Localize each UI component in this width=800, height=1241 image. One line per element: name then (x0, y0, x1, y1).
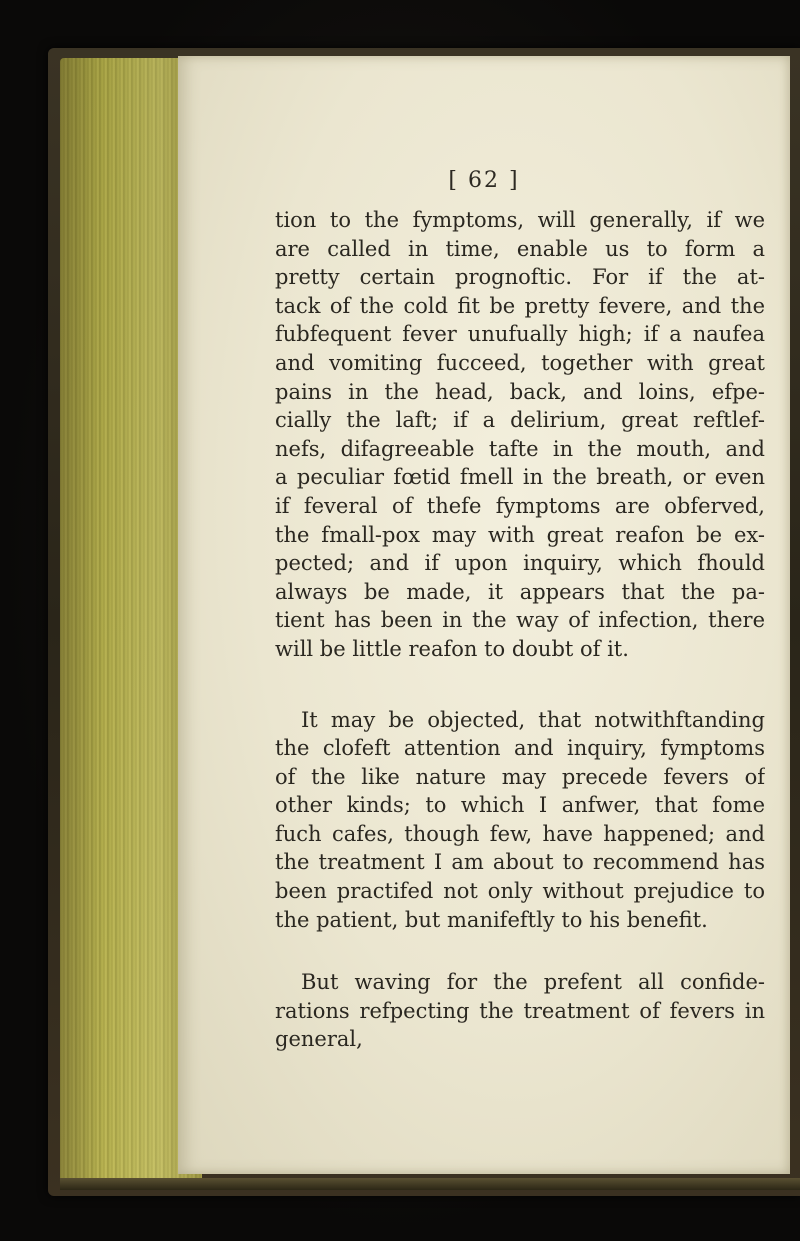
page-number: [ 62 ] (448, 168, 520, 193)
catchword: general, (275, 1027, 363, 1052)
text-line: pretty certain prognoftic. For if the at- (275, 265, 765, 290)
text-line: It may be objected, that notwithftanding (301, 707, 765, 732)
text-line: are called in time, enable us to form a (275, 236, 765, 261)
text-line: cially the laft; if a delirium, great reftlef- (275, 408, 765, 433)
paragraph-2 (275, 706, 765, 935)
text-line: if feveral of thefe fymptoms are obferved, (275, 493, 765, 518)
text-line: pected; and if upon inquiry, which fhould (275, 551, 765, 576)
text-line: and vomiting fucceed, together with great (275, 350, 765, 375)
text-line: nefs, difagreeable tafte in the mouth, and (275, 436, 765, 461)
text-line: a peculiar fœtid fmell in the breath, or even (275, 465, 765, 490)
book-page (178, 56, 790, 1174)
text-line: tack of the cold fit be pretty fevere, and the (275, 293, 765, 318)
text-line: will be little reafon to doubt of it. (275, 636, 629, 661)
text-line: the patient, but manifeftly to his benefit. (275, 907, 708, 932)
book-bottom-edge (60, 1178, 800, 1190)
text-line: the treatment I am about to recommend has (275, 850, 765, 875)
paragraph-3 (275, 968, 765, 1054)
page-number-header (178, 168, 790, 193)
text-line: But waving for the prefent all confide- (301, 970, 765, 995)
text-line: tient has been in the way of infection, there (275, 608, 765, 633)
text-line: the clofeft attention and inquiry, fymptoms (275, 736, 765, 761)
text-line: pains in the head, back, and loins, efpe- (275, 379, 765, 404)
text-line: always be made, it appears that the pa- (275, 579, 765, 604)
paragraph-1 (275, 206, 765, 664)
text-line: rations refpecting the treatment of fevers in (275, 998, 765, 1023)
text-line: fuch cafes, though few, have happened; and (275, 821, 765, 846)
text-line: other kinds; to which I anfwer, that fome (275, 793, 765, 818)
text-line: fubfequent fever unufually high; if a naufea (275, 322, 765, 347)
page-text (275, 206, 765, 1054)
text-line: been practifed not only without prejudice to (275, 879, 765, 904)
text-line: the fmall-pox may with great reafon be ex- (275, 522, 765, 547)
text-line: tion to the fymptoms, will generally, if we (275, 208, 765, 232)
text-line: of the like nature may precede fevers of (275, 764, 765, 789)
